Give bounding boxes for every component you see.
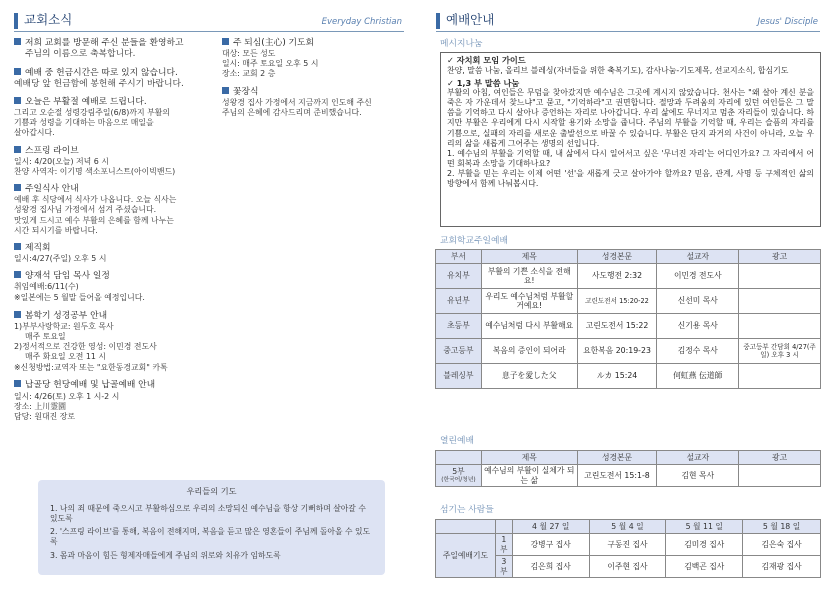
announcement-body: 그리고 오순절 성령강림주일(6/8)까지 부활의 기쁨과 성령을 기대하는 마음으로 매일을 살아갑시다. (14, 108, 170, 138)
corner-cell (436, 520, 496, 534)
offering-announcement (14, 380, 219, 422)
date-header: 5 월 11 일 (666, 520, 743, 534)
bible-study-item: 매주 화요일 오전 11 시 (25, 352, 107, 362)
date-header: 5 월 4 일 (589, 520, 666, 534)
bullet-square-icon (222, 87, 229, 94)
bullet-square-icon (14, 271, 21, 278)
left-page-header (14, 12, 404, 32)
prayer-box (38, 480, 385, 575)
announcement-body: 일시: 4/26(토) 오후 1 시-2 시 장소: 上川霊園 담당: 원대진 장로 (14, 391, 120, 421)
header-accent-bar (14, 13, 18, 29)
table-row (436, 465, 821, 487)
name-cell: 강병구 집사 (512, 534, 589, 556)
scripture-cell: ルカ 15:24 (577, 364, 657, 389)
bible-study-item: 1)부부사랑학교: 원두호 목사 (14, 321, 114, 331)
message-section-title: 메시지나눔 (440, 39, 483, 49)
prayer-item: 1. 나의 죄 때문에 죽으시고 부활하심으로 우리의 소망되신 예수님을 항상 기뻐하며 살아갈 수 있도록 (50, 503, 366, 523)
left-page-title: 교회소식 (24, 12, 73, 27)
message-box (440, 52, 821, 227)
announcement-body: 예배당 앞 헌금함에 봉헌해 주시기 바랍니다. (14, 78, 184, 89)
table-row (436, 264, 821, 289)
prayer-item: 2. '스프링 라이브'를 통해, 복음이 전해지며, 복음을 듣고 많은 영혼들이 주님께 돌아올 수 있도록 (50, 527, 371, 547)
bullet-square-icon (14, 243, 21, 250)
header-accent-bar (436, 13, 440, 29)
name-cell: 김백곤 집사 (666, 556, 743, 578)
left-page-subtitle: Everyday Christian (321, 17, 402, 27)
right-page-title: 예배안내 (446, 12, 495, 27)
right-page-subtitle: Jesus' Disciple (757, 17, 818, 27)
message-heading: ✓ 1,3 부 말씀 나눔 (447, 77, 520, 88)
dept-cell: 초등부 (436, 314, 482, 339)
notice-cell (739, 364, 821, 389)
preacher-cell: 신선미 목사 (657, 289, 739, 314)
name-cell: 김미경 집사 (666, 534, 743, 556)
dept-sub-label: (한국어/청년) (441, 476, 476, 483)
open-worship-table (435, 450, 821, 487)
prayer-title: 우리들의 기도 (186, 486, 237, 496)
preacher-cell: 김현 목사 (657, 465, 739, 487)
notice-cell (739, 289, 821, 314)
title-cell: 예수님처럼 다시 부활해요 (481, 314, 577, 339)
scripture-cell: 고린도전서 15:22 (577, 314, 657, 339)
sunday-school-table (435, 249, 821, 389)
prayer-item: 3. 몸과 마음이 힘든 형제자매들에게 주님의 위로와 치유가 임하도록 (50, 550, 281, 560)
youth-section-title: 열린예배 (440, 436, 474, 446)
announcement (222, 38, 412, 80)
column-header: 제목 (481, 451, 577, 465)
name-cell: 김은숙 집사 (743, 534, 821, 556)
announcement-title: 예배 중 헌금시간은 따로 있지 않습니다. (25, 67, 178, 78)
announcement (14, 68, 219, 91)
bullet-square-icon (14, 380, 21, 387)
announcement-title: 제직회 (25, 242, 51, 253)
bullet-square-icon (14, 97, 21, 104)
dept-cell: 블레싱부 (436, 364, 482, 389)
table-header-row (436, 451, 821, 465)
scripture-cell: 고린도전서 15:20-22 (577, 289, 657, 314)
message-paragraph: 부활의 아침, 여인들은 무덤을 찾아갔지만 예수님은 그곳에 계시지 않았습니다. 천사는 "왜 살아 계신 분을 죽은 자 가운데서 찾느냐"고 묻고, "기억하라"고 권면합니다. 절망과 두려움의 자리에 있던 여인들은 그 말씀을 기억하고 다시 살아나 증언하는 자리로 나아갑니다. 우리 삶에도 무너지고 멈춘 자리들이 있습니다. 하지만 부활은 우리에게 다시 시작할 용기와 소망을 줍니다. 주님의 부활을 기억할 때, 우리는 슬픔의 자리를 기쁨으로, 실패의 자리를 새로운 출발선으로 바꿀 수 있습니다. 부활은 단지 과거의 사건이 아니라, 오늘 우리의 삶을 새롭게 그어주는 생명의 선입니다. (447, 88, 814, 148)
dept-cell: 유년부 (436, 289, 482, 314)
bullet-square-icon (14, 38, 21, 45)
name-cell: 이주현 집사 (589, 556, 666, 578)
column-header: 성경본문 (577, 250, 657, 264)
announcement-title: 꽃장식 (233, 86, 259, 97)
announcement-title: 저희 교회를 방문해 주신 분들을 환영하고 (25, 38, 184, 48)
dept-cell: 유치부 (436, 264, 482, 289)
bullet-square-icon (222, 38, 229, 45)
announcement (14, 38, 219, 61)
date-header: 4 월 27 일 (512, 520, 589, 534)
column-header: 제목 (481, 250, 577, 264)
title-cell: 부활의 기쁜 소식을 전해요! (481, 264, 577, 289)
bible-study-announcement (14, 311, 219, 363)
announcement (14, 97, 219, 139)
announcement-body: 취임예배:6/11(수) (14, 282, 79, 292)
announcement (14, 146, 219, 177)
table-row (436, 314, 821, 339)
scripture-cell: 요한복음 20:19-23 (577, 339, 657, 364)
scripture-cell: 고린도전서 15:1-8 (577, 465, 657, 487)
schedule-note: ※일본에는 5 월말 들어올 예정입니다. (14, 293, 145, 303)
dept-label: 5부 (452, 467, 465, 477)
right-page-header (436, 12, 820, 32)
announcement (14, 243, 219, 264)
announcement-title: 납골당 헌당예배 및 납골예배 안내 (25, 380, 156, 391)
message-questions: 1. 예수님의 부활을 기억할 때, 내 삶에서 다시 일어서고 싶은 '무너진 자리'는 어디인가요? 그 자리에서 어떤 회복과 소망을 기대하나요? 2. 부활을 믿는 우리는 이제 어떤 '선'을 새롭게 긋고 살아가야 할까요? 믿음, 관계, 사명 등 구체적인 삶의 방향에서 함께 나눠봅시다. (447, 148, 814, 189)
announcement-title: 오늘은 부활절 예배로 드립니다. (25, 97, 147, 107)
announcement (222, 87, 412, 118)
table-row (436, 364, 821, 389)
dept-cell: 중고등부 (436, 339, 482, 364)
announcement-body: 대상: 모든 성도 일시: 매주 토요일 오후 5 시 장소: 교회 2 층 (222, 49, 319, 79)
title-cell: 息子を愛した父 (481, 364, 577, 389)
column-header: 부서 (436, 250, 482, 264)
notice-cell: 중고등부 간담회 4/27(주일) 오후 3 시 (739, 339, 821, 364)
name-cell: 구동진 집사 (589, 534, 666, 556)
announcement-body: 성왕경 집사 가정에서 지금까지 인도해 주신 주님의 은혜에 감사드리며 준비했습니다. (222, 97, 372, 117)
role-cell: 주일예배기도 (436, 534, 496, 578)
part-cell: 1부 (495, 534, 512, 556)
bullet-square-icon (14, 311, 21, 318)
table-row (436, 289, 821, 314)
notice-cell (739, 264, 821, 289)
preacher-cell: 이민경 전도사 (657, 264, 739, 289)
message-heading: ✓ 자치회 모임 가이드 (447, 55, 526, 65)
date-header: 5 월 18 일 (743, 520, 821, 534)
servers-section-title: 섬기는 사람들 (440, 505, 494, 515)
bible-study-note: ※신청방법:교역자 또는 "요한동경교회" 카톡 (14, 363, 168, 373)
message-paragraph: 찬양, 말씀 나눔, 올리브 블레싱(자녀들을 위한 축복기도), 감사나눔-기도제목, 선교지소식, 합심기도 (447, 65, 789, 75)
announcements-column-b (222, 38, 412, 125)
table-row (436, 339, 821, 364)
column-header: 성경본문 (577, 451, 657, 465)
name-cell: 김은희 집사 (512, 556, 589, 578)
table-header-row (436, 520, 821, 534)
corner-cell (495, 520, 512, 534)
column-header: 설교자 (657, 451, 739, 465)
bullet-square-icon (14, 146, 21, 153)
announcement-body: 일시: 4/20(오늘) 저녁 6 시 찬양 사역자: 이기명 색소포니스트(아이빅밴드) (14, 156, 176, 176)
announcement-body: 일시:4/27(주일) 오후 5 시 (14, 253, 107, 263)
title-cell: 우리도 예수님처럼 부활할 거예요! (481, 289, 577, 314)
title-cell: 예수님의 부활이 실체가 되는 삶 (481, 465, 577, 487)
announcement-title: 스프링 라이브 (25, 145, 79, 156)
servers-table (435, 519, 821, 578)
table-row (436, 534, 821, 556)
column-header: 광고 (739, 250, 821, 264)
announcement-body: 예배 후 식당에서 식사가 나옵니다. 오늘 식사는 성왕경 집사님 가정에서 섬겨 주셨습니다. 맛있게 드시고 예수 부활의 은혜를 함께 나누는 시간 되시기를 바랍니다. (14, 195, 177, 235)
preacher-cell: 신기용 목사 (657, 314, 739, 339)
bible-study-item: 매주 토요일 (25, 331, 66, 341)
announcement (14, 271, 219, 292)
bible-study-item: 2)정서적으로 건강한 영성: 이민경 전도사 (14, 342, 157, 352)
preacher-cell: 김정수 목사 (657, 339, 739, 364)
announcement-title: 양재석 담임 목사 일정 (25, 271, 110, 282)
table-header-row (436, 250, 821, 264)
announcement-title: 주 되심(主心) 기도회 (233, 38, 315, 48)
name-cell: 김재광 집사 (743, 556, 821, 578)
scripture-cell: 사도행전 2:32 (577, 264, 657, 289)
notice-cell (739, 465, 821, 487)
column-header: 설교자 (657, 250, 739, 264)
column-header: 광고 (739, 451, 821, 465)
part-cell: 3부 (495, 556, 512, 578)
column-header (436, 451, 482, 465)
announcements-column-a (14, 38, 219, 429)
bullet-square-icon (14, 184, 21, 191)
title-cell: 복음의 증인이 되어라 (481, 339, 577, 364)
preacher-cell: 何虹燕 伝道師 (657, 364, 739, 389)
announcement-title: 봄학기 성경공부 안내 (25, 310, 108, 321)
announcement-title: 주일식사 안내 (25, 184, 79, 195)
edu-section-title: 교회학교주일예배 (440, 236, 508, 246)
announcement-body: 주님의 이름으로 축복합니다. (25, 49, 136, 60)
bullet-square-icon (14, 68, 21, 75)
dept-cell (436, 465, 482, 487)
notice-cell (739, 314, 821, 339)
announcement (14, 184, 219, 236)
